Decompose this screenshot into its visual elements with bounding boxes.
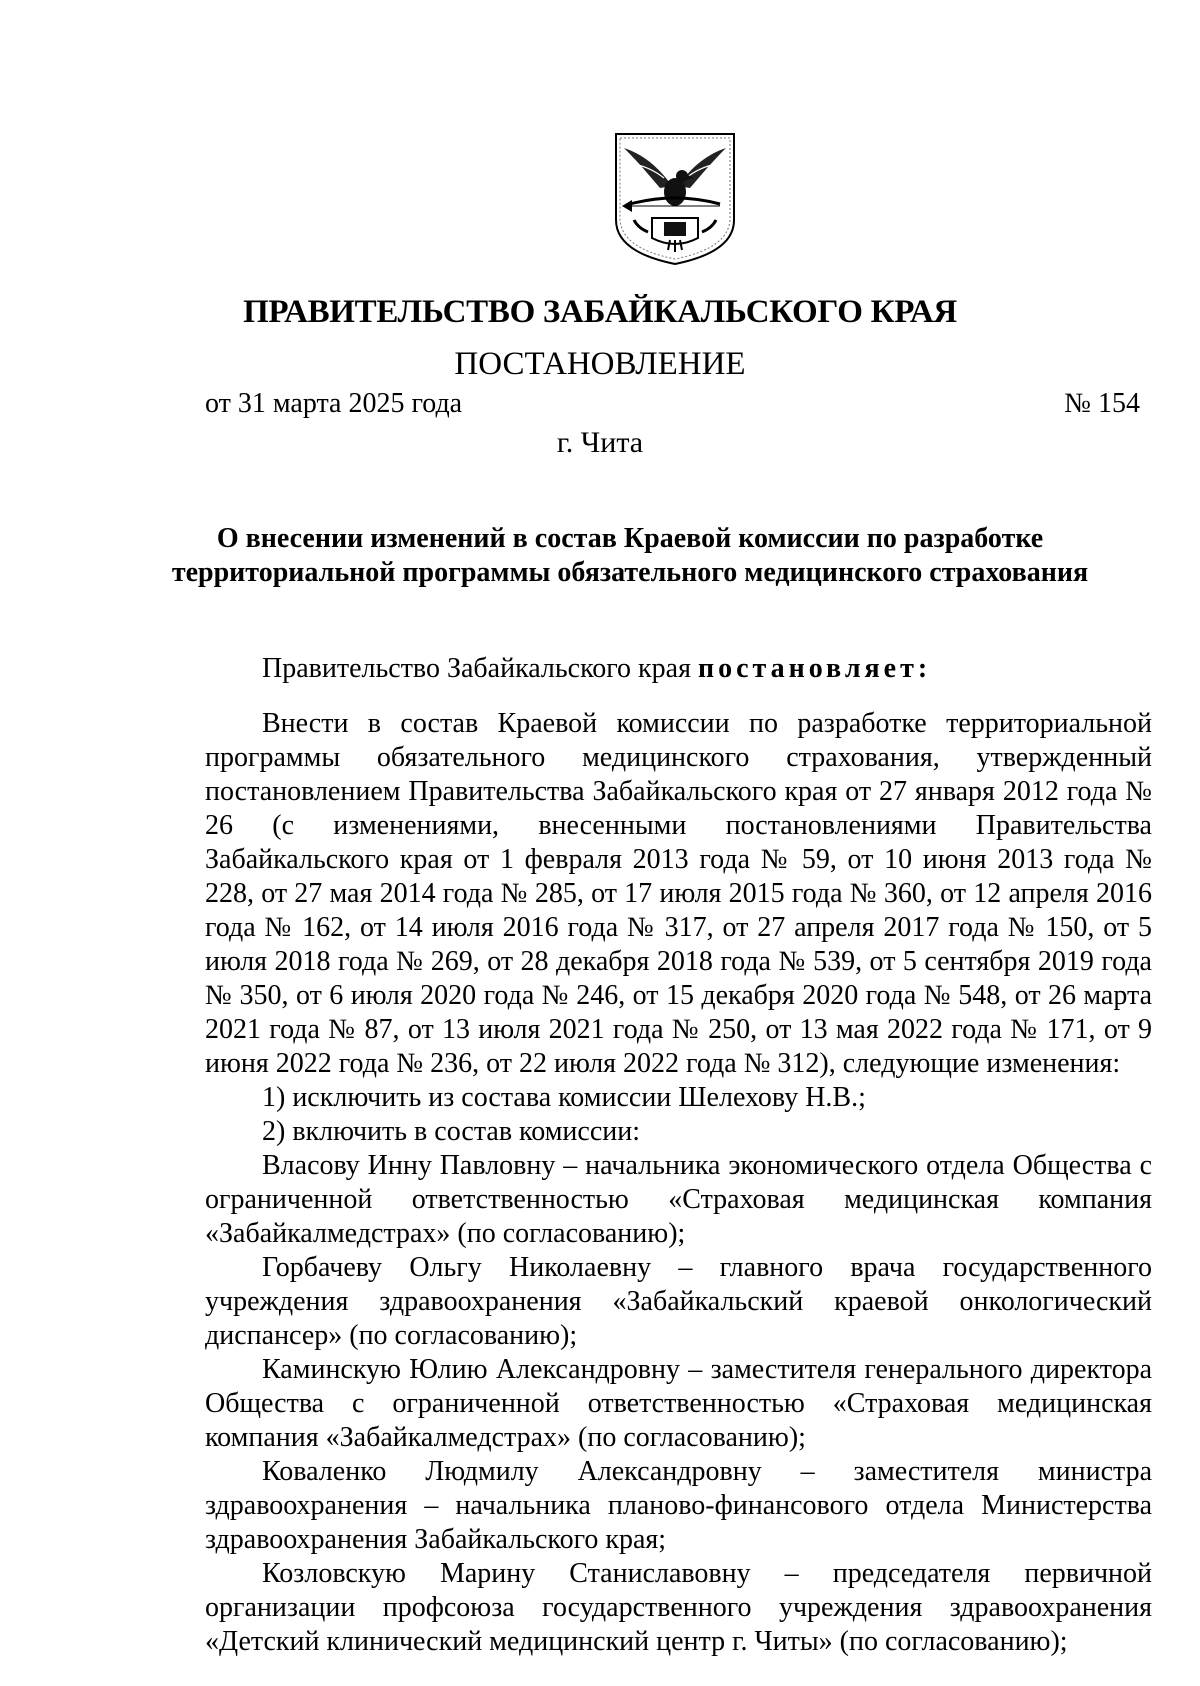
- document-number: № 154: [1064, 388, 1140, 419]
- paragraph: Коваленко Людмилу Александровну – заместителя министра здравоохранения – начальника планово-финансового отдела Министерства здравоохранения Забайкальского края;: [205, 1456, 1152, 1555]
- preamble-text: Правительство Забайкальского края: [262, 653, 698, 684]
- decree-word: постановляет:: [697, 653, 932, 684]
- document-type: ПОСТАНОВЛЕНИЕ: [454, 346, 746, 382]
- document-city: г. Чита: [556, 426, 644, 459]
- paragraph: Власову Инну Павловну – начальника экономического отдела Общества с ограниченной ответственностью «Страховая медицинская компания «Забайкалмедстрах» (по согласованию);: [205, 1150, 1152, 1249]
- paragraph: Горбачеву Ольгу Николаевну – главного врача государственного учреждения здравоохранения «Забайкальский краевой онкологический диспансер» (по согласованию);: [205, 1252, 1152, 1351]
- paragraph: Каминскую Юлию Александровну – заместителя генерального директора Общества с ограниченной ответственностью «Страховая медицинская компания «Забайкалмедстрах» (по согласованию);: [205, 1354, 1152, 1453]
- preamble: [205, 652, 1152, 686]
- paragraph: 2) включить в состав комиссии:: [262, 1116, 640, 1147]
- organization-name: ПРАВИТЕЛЬСТВО ЗАБАЙКАЛЬСКОГО КРАЯ: [243, 294, 957, 330]
- paragraph: 1) исключить из состава комиссии Шелехову Н.В.;: [262, 1082, 866, 1113]
- document-body: [205, 652, 1152, 1659]
- paragraph: Внести в состав Краевой комиссии по разработке территориальной программы обязательного медицинского страхования, утвержденный постановлением Правительства Забайкальского края от 27 января 2012 года № 26 (с изменениями, внесенными постановлениями Правительства Забайкальского края от 1 февраля 2013 года № 59, от 10 июня 2013 года № 228, от 27 мая 2014 года № 285, от 17 июля 2015 года № 360, от 12 апреля 2016 года № 162, от 14 июля 2016 года № 317, от 27 апреля 2017 года № 150, от 5 июля 2018 года № 269, от 28 декабря 2018 года № 539, от 5 сентября 2019 года № 350, от 6 июля 2020 года № 246, от 15 декабря 2020 года № 548, от 26 марта 2021 года № 87, от 13 июля 2021 года № 250, от 13 мая 2022 года № 171, от 9 июня 2022 года № 236, от 22 июля 2022 года № 312), следующие изменения:: [205, 708, 1152, 1079]
- document-date: от 31 марта 2025 года: [205, 388, 463, 419]
- paragraph: Козловскую Марину Станиславовну – председателя первичной организации профсоюза государственного учреждения здравоохранения «Детский клинический медицинский центр г. Читы» (по согласованию);: [205, 1558, 1152, 1657]
- coat-of-arms-icon: [608, 128, 742, 266]
- document-title: О внесении изменений в состав Краевой комиссии по разработке территориальной программы обязательного медицинского страхования: [171, 523, 1089, 588]
